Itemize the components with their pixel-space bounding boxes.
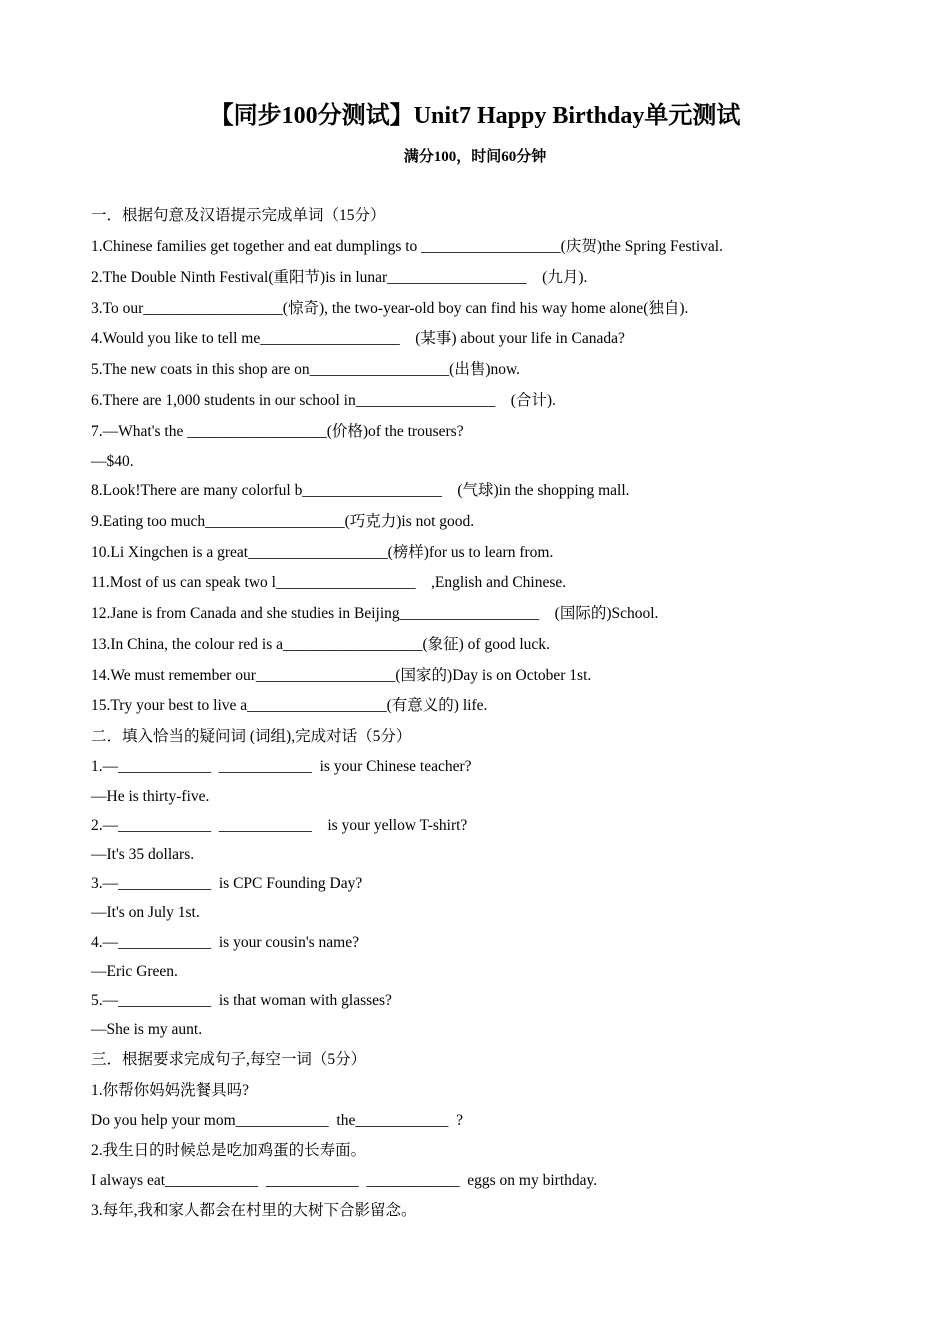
question-line: 10.Li Xingchen is a great__________________(榜样)for us to learn from. <box>91 544 554 561</box>
section-1-heading: 一．根据句意及汉语提示完成单词（15分） <box>91 207 386 224</box>
question-line: 5.The new coats in this shop are on__________________(出售)now. <box>91 361 521 378</box>
dialogue-answer: —Eric Green. <box>91 963 178 980</box>
dialogue-answer: —He is thirty-five. <box>91 788 210 805</box>
dialogue-question: 4.—____________ is your cousin's name? <box>91 934 359 951</box>
question-line: 7.—What's the __________________(价格)of the trousers? <box>91 423 464 440</box>
question-line: 14.We must remember our__________________(国家的)Day is on October 1st. <box>91 667 592 684</box>
document-title: 【同步100分测试】Unit7 Happy Birthday单元测试 <box>209 103 741 129</box>
dialogue-answer: —It's on July 1st. <box>91 904 200 921</box>
dialogue-question: 5.—____________ is that woman with glasses? <box>91 992 392 1009</box>
fill-sentence: Do you help your mom____________ the____________ ? <box>91 1112 463 1129</box>
question-line: 15.Try your best to live a__________________(有意义的) life. <box>91 697 488 714</box>
question-line: 2.The Double Ninth Festival(重阳节)is in lunar__________________ (九月). <box>91 269 588 286</box>
dialogue-answer: —She is my aunt. <box>91 1021 203 1038</box>
chinese-prompt: 1.你帮你妈妈洗餐具吗? <box>91 1082 250 1099</box>
question-line: 9.Eating too much__________________(巧克力)is not good. <box>91 513 475 530</box>
dialogue-question: 2.—____________ ____________ is your yellow T-shirt? <box>91 817 468 834</box>
question-line: 1.Chinese families get together and eat dumplings to __________________(庆贺)the Spring Festival. <box>91 238 723 255</box>
chinese-prompt: 2.我生日的时候总是吃加鸡蛋的长寿面。 <box>91 1142 367 1159</box>
question-line: 4.Would you like to tell me__________________ (某事) about your life in Canada? <box>91 330 625 347</box>
question-line: 13.In China, the colour red is a__________________(象征) of good luck. <box>91 636 550 653</box>
section-2-heading: 二．填入恰当的疑问词 (词组),完成对话（5分） <box>91 728 412 745</box>
dialogue-question: 1.—____________ ____________ is your Chinese teacher? <box>91 758 472 775</box>
section-3-heading: 三．根据要求完成句子,每空一词（5分） <box>91 1051 367 1068</box>
document-subtitle: 满分100，时间60分钟 <box>403 149 547 165</box>
dialogue-question: 3.—____________ is CPC Founding Day? <box>91 875 363 892</box>
chinese-prompt: 3.每年,我和家人都会在村里的大树下合影留念。 <box>91 1202 417 1219</box>
question-line: 3.To our__________________(惊奇), the two-year-old boy can find his way home alone(独自). <box>91 300 689 317</box>
answer-line: —$40. <box>91 453 134 470</box>
question-line: 8.Look!There are many colorful b__________________ (气球)in the shopping mall. <box>91 482 630 499</box>
question-line: 12.Jane is from Canada and she studies in Beijing__________________ (国际的)School. <box>91 605 659 622</box>
dialogue-answer: —It's 35 dollars. <box>91 846 195 863</box>
question-line: 6.There are 1,000 students in our school in__________________ (合计). <box>91 392 556 409</box>
question-line: 11.Most of us can speak two l__________________ ,English and Chinese. <box>91 574 567 591</box>
fill-sentence: I always eat____________ ____________ ____________ eggs on my birthday. <box>91 1172 598 1189</box>
